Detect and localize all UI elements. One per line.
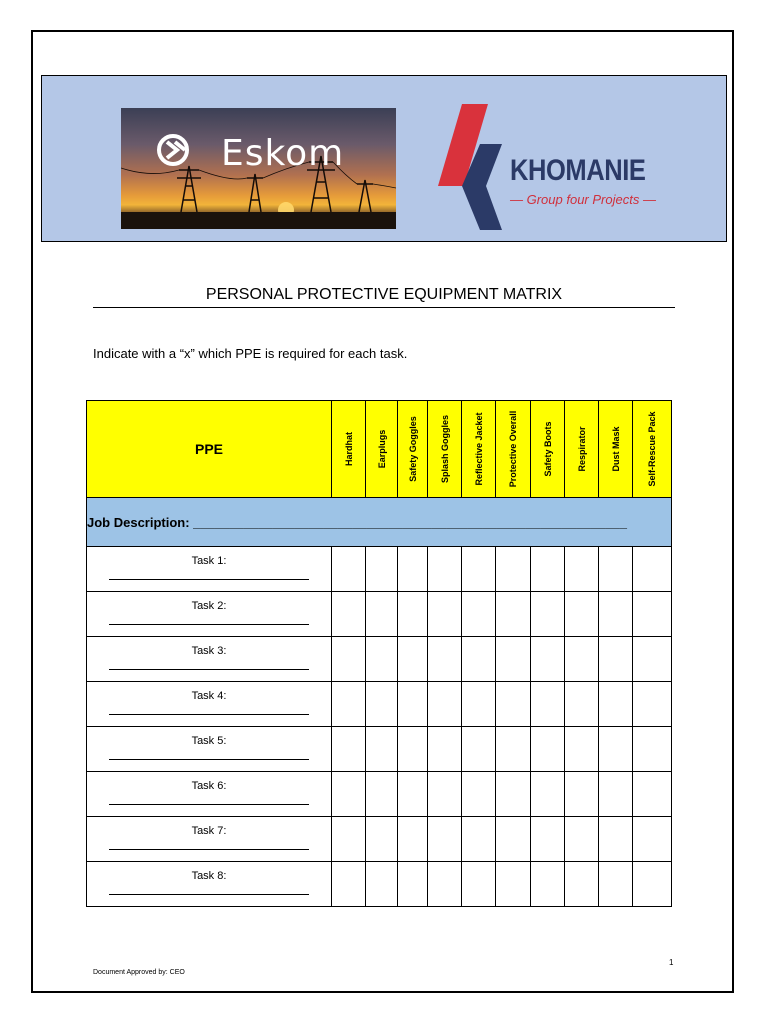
ppe-check-cell[interactable] bbox=[366, 547, 398, 592]
ppe-check-cell[interactable] bbox=[332, 817, 366, 862]
column-header: Dust Mask bbox=[599, 401, 633, 498]
ppe-check-cell[interactable] bbox=[599, 592, 633, 637]
column-header: Self-Rescue Pack bbox=[633, 401, 672, 498]
ppe-check-cell[interactable] bbox=[565, 637, 599, 682]
ppe-check-cell[interactable] bbox=[332, 727, 366, 772]
ppe-check-cell[interactable] bbox=[366, 772, 398, 817]
job-description-field[interactable]: Job Description: ____________________________________________________________ bbox=[87, 498, 672, 547]
khomanie-tagline: — Group four Projects — bbox=[510, 192, 656, 207]
ppe-check-cell[interactable] bbox=[531, 862, 565, 907]
column-header: Hardhat bbox=[332, 401, 366, 498]
ppe-check-cell[interactable] bbox=[599, 637, 633, 682]
ppe-check-cell[interactable] bbox=[565, 862, 599, 907]
task-row bbox=[87, 772, 672, 817]
ppe-check-cell[interactable] bbox=[531, 637, 565, 682]
ppe-check-cell[interactable] bbox=[366, 592, 398, 637]
ppe-matrix-table bbox=[86, 400, 672, 907]
ppe-check-cell[interactable] bbox=[462, 862, 496, 907]
ppe-check-cell[interactable] bbox=[599, 727, 633, 772]
task-name-blank[interactable] bbox=[109, 616, 309, 625]
ppe-check-cell[interactable] bbox=[496, 772, 531, 817]
ppe-check-cell[interactable] bbox=[633, 772, 672, 817]
ppe-check-cell[interactable] bbox=[531, 772, 565, 817]
ppe-check-cell[interactable] bbox=[398, 727, 428, 772]
ppe-check-cell[interactable] bbox=[496, 592, 531, 637]
ppe-check-cell[interactable] bbox=[398, 637, 428, 682]
task-label-cell[interactable] bbox=[87, 772, 332, 817]
task-row bbox=[87, 637, 672, 682]
ppe-check-cell[interactable] bbox=[496, 727, 531, 772]
page-number: 1 bbox=[669, 958, 674, 967]
task-label: Task 5: bbox=[191, 735, 227, 747]
ppe-check-cell[interactable] bbox=[398, 772, 428, 817]
task-row bbox=[87, 547, 672, 592]
ppe-check-cell[interactable] bbox=[565, 547, 599, 592]
task-name-blank[interactable] bbox=[109, 571, 309, 580]
column-header: Respirator bbox=[565, 401, 599, 498]
ppe-check-cell[interactable] bbox=[332, 637, 366, 682]
task-label-cell[interactable] bbox=[87, 637, 332, 682]
task-label: Task 8: bbox=[191, 870, 227, 882]
eskom-logo bbox=[121, 108, 396, 229]
ppe-check-cell[interactable] bbox=[531, 727, 565, 772]
ppe-check-cell[interactable] bbox=[428, 727, 462, 772]
task-label: Task 2: bbox=[191, 600, 227, 612]
ppe-check-cell[interactable] bbox=[332, 862, 366, 907]
ppe-check-cell[interactable] bbox=[496, 682, 531, 727]
task-label-cell[interactable] bbox=[87, 817, 332, 862]
ppe-check-cell[interactable] bbox=[462, 817, 496, 862]
ppe-check-cell[interactable] bbox=[398, 862, 428, 907]
ppe-check-cell[interactable] bbox=[633, 592, 672, 637]
instruction-text: Indicate with a “x” which PPE is required for each task. bbox=[93, 346, 408, 361]
job-description-row bbox=[87, 498, 672, 547]
ppe-check-cell[interactable] bbox=[565, 592, 599, 637]
ppe-check-cell[interactable] bbox=[633, 682, 672, 727]
ppe-check-cell[interactable] bbox=[332, 592, 366, 637]
approval-note: Document Approved by: CEO bbox=[93, 969, 185, 976]
ppe-check-cell[interactable] bbox=[496, 547, 531, 592]
ppe-check-cell[interactable] bbox=[428, 772, 462, 817]
ppe-check-cell[interactable] bbox=[565, 727, 599, 772]
ppe-check-cell[interactable] bbox=[599, 772, 633, 817]
ppe-check-cell[interactable] bbox=[633, 637, 672, 682]
task-row bbox=[87, 862, 672, 907]
ppe-check-cell[interactable] bbox=[599, 862, 633, 907]
ppe-header: PPE bbox=[87, 401, 332, 498]
column-header: Earplugs bbox=[366, 401, 398, 498]
column-header: Safety Boots bbox=[531, 401, 565, 498]
task-name-blank[interactable] bbox=[109, 661, 309, 670]
task-label-cell[interactable] bbox=[87, 592, 332, 637]
table-header-row bbox=[87, 401, 672, 498]
task-label: Task 3: bbox=[191, 645, 227, 657]
khomanie-name: KHOMANIE bbox=[510, 154, 646, 187]
task-name-blank[interactable] bbox=[109, 706, 309, 715]
ppe-check-cell[interactable] bbox=[428, 592, 462, 637]
ppe-check-cell[interactable] bbox=[332, 547, 366, 592]
ppe-check-cell[interactable] bbox=[398, 592, 428, 637]
ppe-check-cell[interactable] bbox=[366, 682, 398, 727]
ppe-check-cell[interactable] bbox=[633, 727, 672, 772]
task-name-blank[interactable] bbox=[109, 841, 309, 850]
ppe-check-cell[interactable] bbox=[428, 862, 462, 907]
task-row bbox=[87, 817, 672, 862]
task-label-cell[interactable] bbox=[87, 547, 332, 592]
ppe-check-cell[interactable] bbox=[398, 817, 428, 862]
ppe-check-cell[interactable] bbox=[565, 682, 599, 727]
task-row bbox=[87, 727, 672, 772]
ppe-check-cell[interactable] bbox=[428, 547, 462, 592]
ppe-check-cell[interactable] bbox=[332, 682, 366, 727]
column-header: Safety Goggles bbox=[398, 401, 428, 498]
ppe-check-cell[interactable] bbox=[366, 817, 398, 862]
ppe-check-cell[interactable] bbox=[366, 862, 398, 907]
eskom-wordmark: Eskom bbox=[221, 133, 345, 174]
ppe-check-cell[interactable] bbox=[398, 682, 428, 727]
task-label-cell[interactable] bbox=[87, 862, 332, 907]
task-label: Task 4: bbox=[191, 690, 227, 702]
ppe-check-cell[interactable] bbox=[366, 637, 398, 682]
ppe-check-cell[interactable] bbox=[496, 637, 531, 682]
task-label-cell[interactable] bbox=[87, 682, 332, 727]
ppe-check-cell[interactable] bbox=[599, 817, 633, 862]
ppe-check-cell[interactable] bbox=[366, 727, 398, 772]
ppe-check-cell[interactable] bbox=[462, 772, 496, 817]
ppe-check-cell[interactable] bbox=[531, 547, 565, 592]
column-header: Splash Goggles bbox=[428, 401, 462, 498]
ppe-check-cell[interactable] bbox=[462, 547, 496, 592]
ppe-check-cell[interactable] bbox=[428, 682, 462, 727]
task-row bbox=[87, 592, 672, 637]
document-title: PERSONAL PROTECTIVE EQUIPMENT MATRIX bbox=[93, 286, 675, 308]
ppe-check-cell[interactable] bbox=[428, 637, 462, 682]
task-name-blank[interactable] bbox=[109, 796, 309, 805]
ppe-check-cell[interactable] bbox=[398, 547, 428, 592]
column-header: Reflective Jacket bbox=[462, 401, 496, 498]
task-row bbox=[87, 682, 672, 727]
ppe-check-cell[interactable] bbox=[531, 682, 565, 727]
ppe-check-cell[interactable] bbox=[633, 547, 672, 592]
task-label-cell[interactable] bbox=[87, 727, 332, 772]
ppe-check-cell[interactable] bbox=[428, 817, 462, 862]
ppe-check-cell[interactable] bbox=[462, 592, 496, 637]
ppe-check-cell[interactable] bbox=[462, 727, 496, 772]
ppe-check-cell[interactable] bbox=[633, 862, 672, 907]
column-header: Protective Overall bbox=[496, 401, 531, 498]
ppe-check-cell[interactable] bbox=[565, 817, 599, 862]
ppe-check-cell[interactable] bbox=[496, 862, 531, 907]
ppe-check-cell[interactable] bbox=[599, 682, 633, 727]
task-name-blank[interactable] bbox=[109, 751, 309, 760]
ppe-check-cell[interactable] bbox=[531, 592, 565, 637]
ppe-check-cell[interactable] bbox=[599, 547, 633, 592]
ppe-check-cell[interactable] bbox=[633, 817, 672, 862]
ppe-check-cell[interactable] bbox=[496, 817, 531, 862]
ppe-check-cell[interactable] bbox=[531, 817, 565, 862]
ppe-check-cell[interactable] bbox=[462, 682, 496, 727]
task-label: Task 7: bbox=[191, 825, 227, 837]
task-name-blank[interactable] bbox=[109, 886, 309, 895]
task-label: Task 1: bbox=[191, 555, 227, 567]
ppe-check-cell[interactable] bbox=[565, 772, 599, 817]
ppe-check-cell[interactable] bbox=[332, 772, 366, 817]
task-label: Task 6: bbox=[191, 780, 227, 792]
ppe-check-cell[interactable] bbox=[462, 637, 496, 682]
